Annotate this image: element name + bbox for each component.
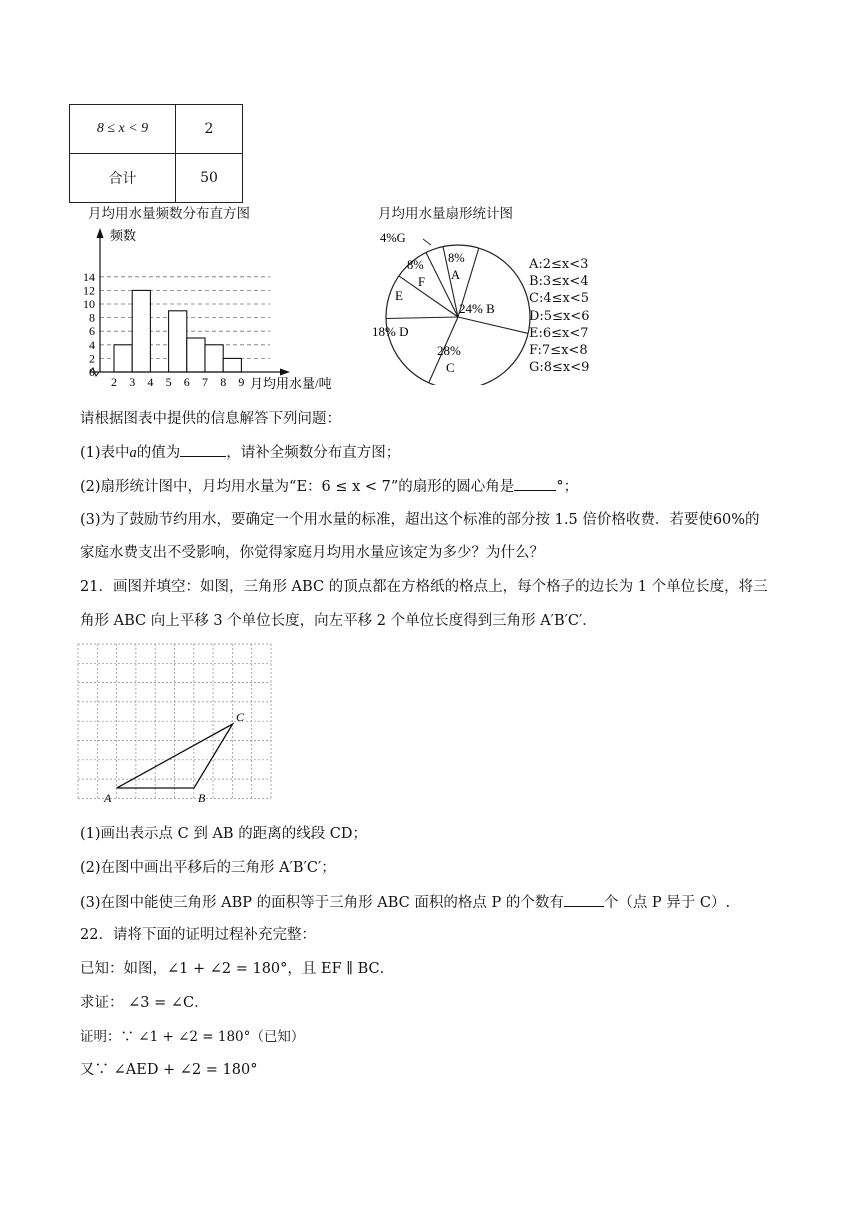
x-axis-label: 月均用水量/吨 <box>250 376 332 391</box>
y-axis-arrow-icon <box>97 228 104 238</box>
y-tick-label: 0 <box>89 365 95 379</box>
x-axis-arrow-icon <box>280 369 290 376</box>
pie-title: 月均用水量扇形统计图 <box>378 206 513 222</box>
q21-step3 <box>80 892 730 913</box>
histogram-bar <box>223 358 241 372</box>
q20-part1-text: ，请补全频数分布直方图； <box>226 445 401 461</box>
q20-variable-a: a <box>129 445 137 461</box>
x-tick-label: 7 <box>202 375 208 389</box>
pie-label-B: 24% B <box>459 301 495 316</box>
histogram-chart <box>70 222 370 392</box>
legend-item: G:8≤x<9 <box>529 360 590 376</box>
table-cell-range: 8 ≤ x < 9 <box>70 105 176 154</box>
q20-part1 <box>80 442 400 463</box>
x-tick-label: 8 <box>220 375 227 389</box>
q22-given: 已知：如图，∠1 + ∠2 = 180°，且 EF ∥ BC． <box>80 961 395 977</box>
histogram-bar <box>132 290 150 372</box>
x-tick-label: 3 <box>129 375 136 389</box>
table-row <box>70 154 243 203</box>
legend-item: D:5≤x<6 <box>529 308 590 324</box>
point-label-C: C <box>236 710 245 724</box>
histogram-bar <box>205 345 223 372</box>
legend-item: A:2≤x<3 <box>529 257 589 272</box>
q22-prove: 求证： ∠3 = ∠C． <box>80 995 209 1011</box>
y-tick-label: 6 <box>89 324 95 339</box>
y-tick-label: 2 <box>89 351 95 366</box>
pie-label-E: E <box>395 288 403 303</box>
q20-part1-text: (1)表中 <box>80 445 130 461</box>
q20-intro: 请根据图表中提供的信息解答下列问题： <box>80 411 341 427</box>
answer-blank[interactable] <box>180 442 226 457</box>
point-label-B: B <box>198 791 206 805</box>
q21-step2: (2)在图中画出平移后的三角形 A′B′C′； <box>80 860 336 876</box>
point-label-A: A <box>104 791 112 805</box>
q22-proof-line2: 又∵ ∠AED + ∠2 = 180° <box>80 1062 258 1078</box>
pie-label-F-pct: 8% <box>407 258 424 272</box>
y-tick-label: 4 <box>89 337 95 352</box>
x-tick-label: 2 <box>111 375 117 389</box>
x-tick-label: 6 <box>183 375 190 389</box>
legend-item: C:4≤x<5 <box>529 291 589 307</box>
frequency-table <box>69 104 243 203</box>
pie-label-F: F <box>418 275 425 289</box>
pie-label-D: 18% D <box>372 324 409 339</box>
legend-item: B:3≤x<4 <box>529 274 589 290</box>
pie-label-C: C <box>446 360 455 375</box>
histogram-bar <box>114 345 132 372</box>
pie-legend <box>529 256 589 376</box>
y-tick-label: 10 <box>83 297 95 311</box>
q21-step1: (1)画出表示点 C 到 AB 的距离的线段 CD； <box>80 826 368 842</box>
y-tick-label: 14 <box>83 269 95 284</box>
q22-proof-line1: 证明：∵ ∠1 + ∠2 = 180°（已知） <box>80 1029 305 1045</box>
pie-label-G: 4%G <box>380 231 406 245</box>
q20-part3-line1: (3)为了鼓励节约用水，要确定一个用水量的标准，超出这个标准的部分按 1.5 倍价格收费．若要使60%的 <box>80 512 760 528</box>
histogram-bar <box>187 338 205 372</box>
table-cell-count: 2 <box>176 105 243 154</box>
pie-label-A-pct: 8% <box>448 251 465 265</box>
answer-blank[interactable] <box>564 892 604 907</box>
q20-part2 <box>80 476 578 497</box>
y-tick-label: 12 <box>83 283 95 298</box>
table-cell-count: 50 <box>176 154 243 203</box>
x-tick-label: 9 <box>238 375 245 389</box>
legend-item: F:7≤x<8 <box>529 343 588 359</box>
table-cell-range: 合计 <box>70 154 176 203</box>
y-tick-label: 8 <box>89 310 95 325</box>
q20-part2-text: °； <box>556 479 579 495</box>
q22-title: 22．请将下面的证明过程补充完整： <box>80 927 316 943</box>
x-tick-labels <box>111 375 244 389</box>
pie-label-A: A <box>451 268 461 282</box>
histogram-bar <box>169 311 187 372</box>
histogram-title: 月均用水量频数分布直方图 <box>88 206 250 222</box>
grid-figure <box>76 642 276 808</box>
q20-part1-text: 的值为 <box>136 445 181 461</box>
x-tick-label: 5 <box>165 375 172 389</box>
pie-leader-line <box>423 239 431 245</box>
answer-blank[interactable] <box>514 476 556 491</box>
pie-label-C-pct: 28% <box>437 343 461 358</box>
q21-text-line2: 角形 ABC 向上平移 3 个单位长度，向左平移 2 个单位长度得到三角形 A′B′C′． <box>80 613 597 629</box>
q21-step3-text: (3)在图中能使三角形 ABP 的面积等于三角形 ABC 面积的格点 P 的个数有 <box>80 895 564 911</box>
y-axis-label: 频数 <box>110 228 137 243</box>
x-tick-label: 4 <box>147 375 154 389</box>
y-tick-labels <box>83 270 95 379</box>
table-row <box>70 105 243 154</box>
legend-item: E:6≤x<7 <box>529 325 589 341</box>
q21-step3-text: 个（点 P 异于 C）. <box>603 895 731 911</box>
q21-text-line1: 21．画图并填空：如图，三角形 ABC 的顶点都在方格纸的格点上，每个格子的边长为 1 个单位长度，将三 <box>80 579 768 595</box>
q20-part2-text: (2)扇形统计图中，月均用水量为“E：6 ≤ x < 7”的扇形的圆心角是 <box>80 479 515 495</box>
q20-part3-line2: 家庭水费支出不受影响，你觉得家庭月均用水量应该定为多少？为什么？ <box>80 545 544 561</box>
